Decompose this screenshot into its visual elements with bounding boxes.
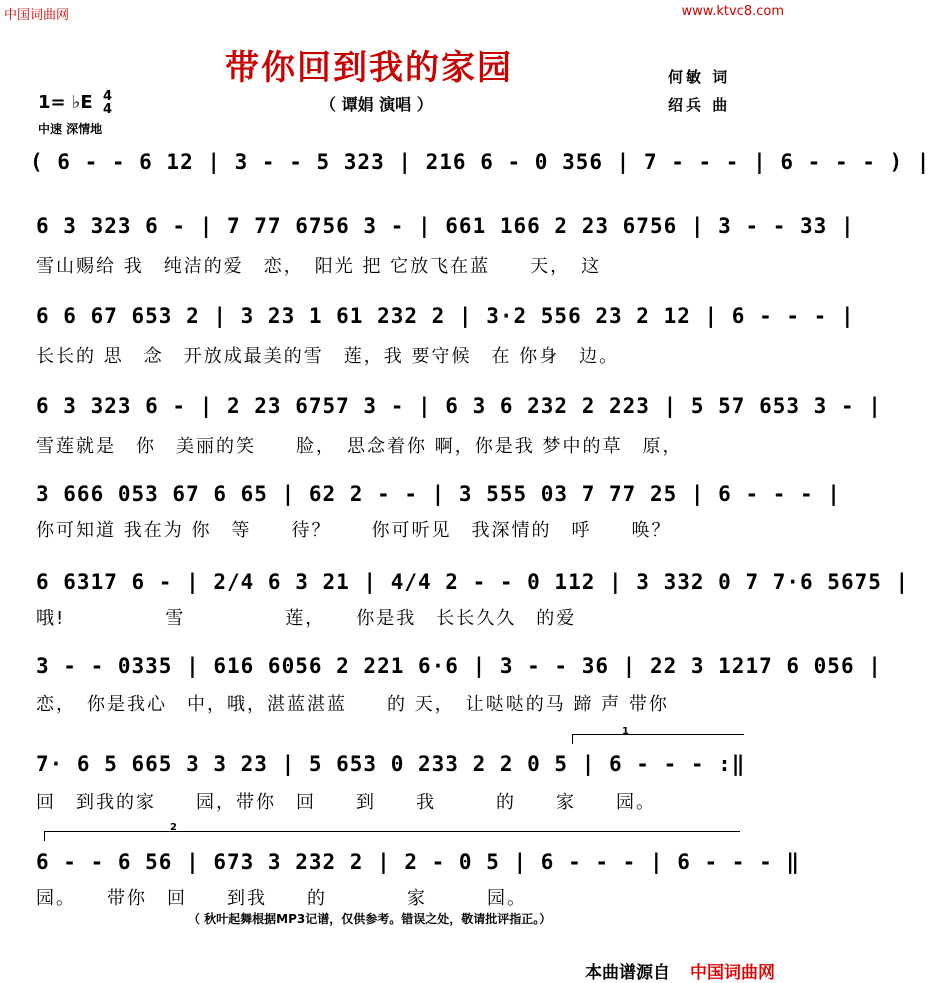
notation-line-1: ( 6 - - 6 12 | 3 - - 5 323 | 216 6 - 0 356 | 7 - - - | 6 - - - ) | (30, 150, 930, 174)
lyric-line-2: 长长的 思 念 开放成最美的雪 莲，我 要守候 在 你身 边。 (36, 346, 620, 367)
lyric-line-1: 雪山赐给 我 纯洁的爱 恋， 阳光 把 它放飞在蓝 天， 这 (36, 256, 602, 277)
lyric-line-3: 雪莲就是 你 美丽的笑 脸， 思念着你 啊，你是我 梦中的草 原， (36, 436, 683, 457)
volta-2-number: 2 (170, 822, 177, 833)
key-label: 1= ♭E (38, 92, 93, 113)
footnote: （ 秋叶起舞根据MP3记谱，仅供参考。错误之处，敬请批评指正。） (188, 912, 552, 926)
singer-credit: （ 谭娟 演唱 ） (320, 95, 433, 114)
volta-2-bracket-start (44, 831, 45, 841)
watermark-right: www.ktvc8.com (681, 4, 784, 19)
watermark-left: 中国词曲网 (4, 8, 70, 23)
volta-1-bracket (572, 734, 744, 735)
volta-2-bracket (44, 831, 740, 832)
lyric-line-7: 回 到我的家 园，带你 回 到 我 的 家 园。 (36, 792, 656, 813)
tempo-marking: 中速 深情地 (38, 122, 103, 136)
notation-line-3: 6 6 67 653 2 | 3 23 1 61 232 2 | 3·2 556 23 2 12 | 6 - - - | (36, 304, 855, 328)
notation-line-9: 6 - - 6 56 | 673 3 232 2 | 2 - 0 5 | 6 - - - | 6 - - - ‖ (36, 850, 801, 874)
volta-1-bracket-end (572, 734, 573, 744)
notation-line-4: 6 3 323 6 - | 2 23 6757 3 - | 6 3 6 232 2 223 | 5 57 653 3 - | (36, 394, 882, 418)
volta-1-number: 1 (622, 726, 629, 737)
notation-line-6: 6 6317 6 - | 2/4 6 3 21 | 4/4 2 - - 0 112 | 3 332 0 7 7·6 5675 | (36, 570, 910, 594)
notation-line-7: 3 - - 0335 | 616 6056 2 221 6·6 | 3 - - 36 | 22 3 1217 6 056 | (36, 654, 882, 678)
key-signature (38, 90, 112, 116)
lyric-line-8: 园。 带你 回 到我 的 家 园。 (36, 888, 527, 909)
composer-credit: 绍兵 曲 (668, 96, 731, 114)
time-signature (103, 90, 112, 116)
source-site: 中国词曲网 (690, 963, 775, 983)
notation-line-2: 6 3 323 6 - | 7 77 6756 3 - | 661 166 2 23 6756 | 3 - - 33 | (36, 214, 855, 238)
notation-line-8: 7· 6 5 665 3 3 23 | 5 653 0 233 2 2 0 5 | 6 - - - :‖ (36, 752, 746, 776)
lyric-line-4: 你可知道 我在为 你 等 待？ 你可听见 我深情的 呼 唤？ (36, 520, 672, 541)
song-title: 带你回到我的家园 (225, 48, 513, 88)
source-label: 本曲谱源自 (585, 963, 670, 983)
notation-line-5: 3 666 053 67 6 65 | 62 2 - - | 3 555 03 7 77 25 | 6 - - - | (36, 482, 841, 506)
time-signature-top: 4 (102, 89, 112, 104)
time-signature-bottom: 4 (102, 102, 112, 117)
lyricist-credit: 何敏 词 (668, 68, 731, 86)
lyric-line-5: 哦! 雪 莲， 你是我 长长久久 的爱 (36, 608, 577, 629)
lyric-line-6: 恋， 你是我心 中，哦，湛蓝湛蓝 的 天， 让哒哒的马 蹄 声 带你 (36, 694, 669, 715)
